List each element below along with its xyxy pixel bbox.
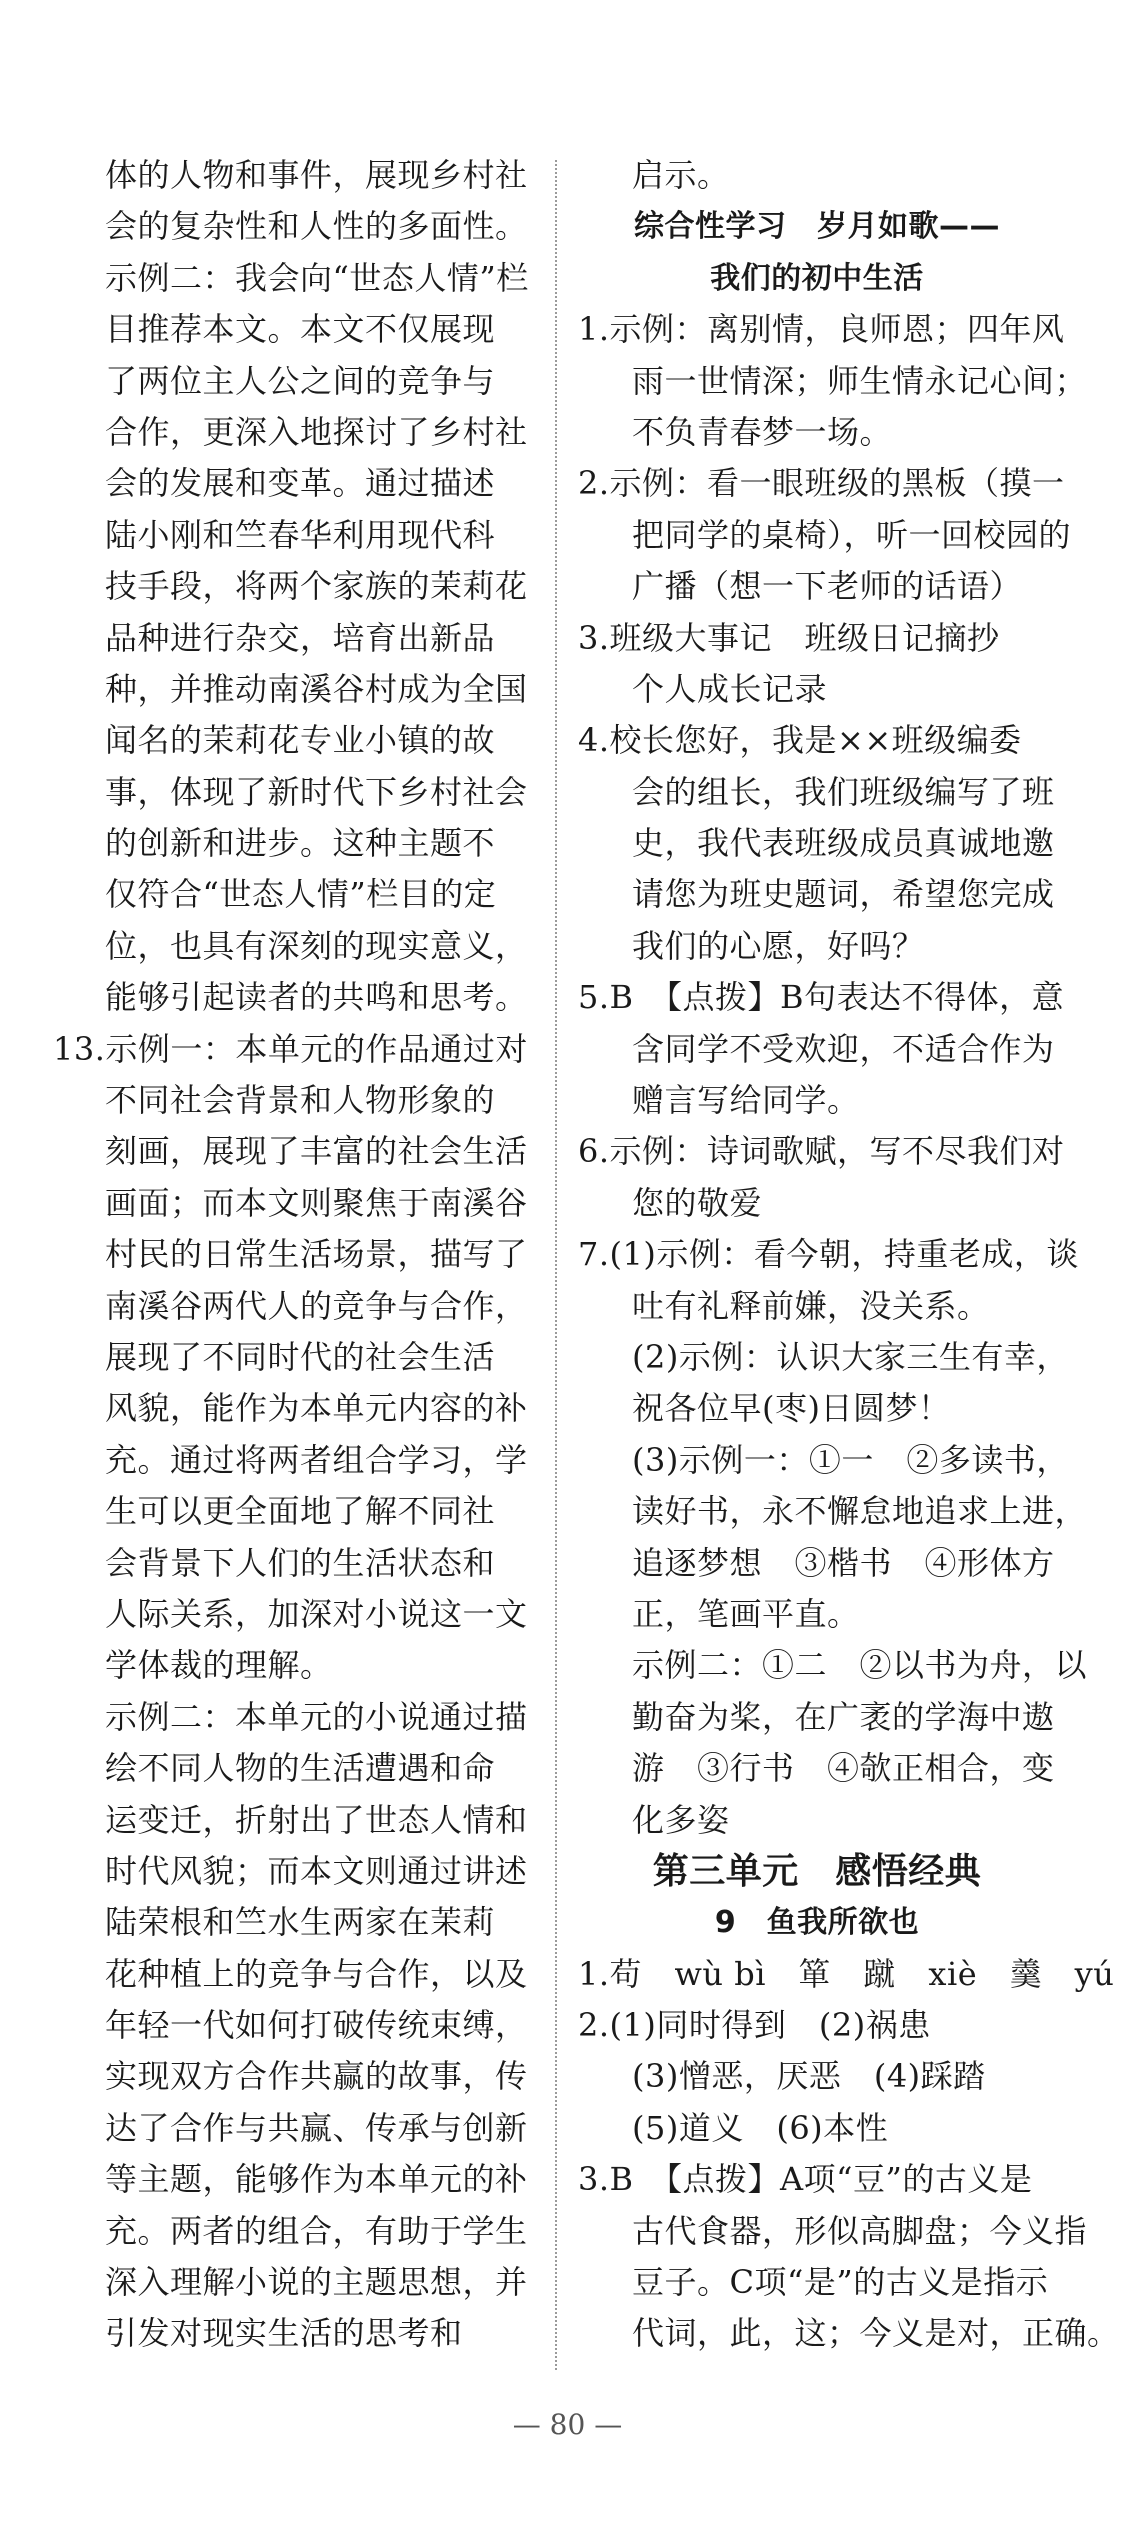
text-line: 史，我代表班级成员真诚地邀 bbox=[632, 824, 1055, 863]
text-line: 含同学不受欢迎，不适合作为 bbox=[632, 1029, 1055, 1068]
page-number: — 80 — bbox=[512, 2408, 623, 2441]
text-line: 示例二：①二 ②以书为舟，以 bbox=[632, 1646, 1088, 1685]
text-line: 正，笔画平直。 bbox=[632, 1594, 860, 1633]
text-line: 请您为班史题词，希望您完成 bbox=[632, 875, 1055, 914]
text-line: 古代食器，形似高脚盘；今义指 bbox=[632, 2211, 1088, 2250]
text-line: 启示。 bbox=[632, 156, 730, 194]
text-line: 实现双方合作共赢的故事，传 bbox=[105, 2057, 528, 2096]
text-line: 村民的日常生活场景，描写了 bbox=[105, 1235, 528, 1274]
text-line: 3.班级大事记 班级日记摘抄 bbox=[578, 618, 1000, 657]
text-line: 会的复杂性和人性的多面性。 bbox=[105, 207, 528, 246]
text-line: 陆小刚和竺春华利用现代科 bbox=[105, 515, 496, 554]
text-line: 刻画，展现了丰富的社会生活 bbox=[105, 1132, 528, 1171]
section-heading: 综合性学习 岁月如歌—— bbox=[634, 209, 1000, 245]
text-line: 的创新和进步。这种主题不 bbox=[105, 824, 496, 863]
text-line: 化多姿 bbox=[632, 1800, 730, 1839]
text-line: 广播（想一下老师的话语） bbox=[632, 567, 1023, 606]
text-line: 豆子。C项“是”的古义是指示 bbox=[632, 2263, 1049, 2302]
text-line: 读好书，永不懈怠地追求上进， bbox=[632, 1492, 1088, 1531]
text-line: 技手段，将两个家族的茉莉花 bbox=[105, 567, 528, 606]
text-line: 游 ③行书 ④欹正相合，变 bbox=[632, 1749, 1055, 1788]
text-line: 南溪谷两代人的竞争与合作， bbox=[105, 1286, 528, 1325]
text-line: 会背景下人们的生活状态和 bbox=[105, 1543, 496, 1582]
text-line: 代词，此，这；今义是对，正确。 bbox=[632, 2314, 1120, 2353]
text-line: 不负青春梦一场。 bbox=[632, 412, 893, 451]
lesson-heading: 9 鱼我所欲也 bbox=[714, 1905, 920, 1941]
text-line: 雨一世情深；师生情永记心间； bbox=[632, 361, 1088, 400]
text-line: 陆荣根和竺水生两家在茉莉 bbox=[105, 1903, 496, 1942]
text-line: 个人成长记录 bbox=[632, 669, 828, 708]
left-column bbox=[53, 150, 545, 2360]
text-line: 事，体现了新时代下乡村社会 bbox=[105, 772, 528, 811]
text-line: 赠言写给同学。 bbox=[632, 1081, 860, 1120]
text-line: (5)道义 (6)本性 bbox=[632, 2108, 889, 2147]
text-line: 勤奋为桨，在广袤的学海中遨 bbox=[632, 1697, 1055, 1736]
text-line: 体的人物和事件，展现乡村社 bbox=[105, 156, 528, 194]
text-line: (3)憎恶，厌恶 (4)踩踏 bbox=[632, 2057, 986, 2096]
text-line: 2.(1)同时得到 (2)祸患 bbox=[578, 2006, 931, 2045]
text-line: 了两位主人公之间的竞争与 bbox=[105, 361, 496, 400]
text-line: 会的组长，我们班级编写了班 bbox=[632, 772, 1055, 811]
text-line: 等主题，能够作为本单元的补 bbox=[105, 2160, 528, 2199]
text-line: 闻名的茉莉花专业小镇的故 bbox=[105, 721, 496, 760]
text-line: 您的敬爱 bbox=[632, 1183, 763, 1222]
text-line: 时代风貌；而本文则通过讲述 bbox=[105, 1851, 528, 1890]
text-line: 仅符合“世态人情”栏目的定 bbox=[105, 875, 497, 914]
text-line: 绘不同人物的生活遭遇和命 bbox=[105, 1749, 496, 1788]
text-line: 画面；而本文则聚焦于南溪谷 bbox=[105, 1183, 528, 1222]
section-heading: 我们的初中生活 bbox=[710, 260, 924, 296]
text-line: 运变迁，折射出了世态人情和 bbox=[105, 1800, 528, 1839]
text-line: 品种进行杂交，培育出新品 bbox=[105, 618, 496, 657]
text-line: 会的发展和变革。通过描述 bbox=[105, 464, 496, 503]
text-line: 追逐梦想 ③楷书 ④形体方 bbox=[632, 1543, 1055, 1582]
text-line: 位，也具有深刻的现实意义， bbox=[105, 926, 528, 965]
text-line: 6.示例：诗词歌赋，写不尽我们对 bbox=[578, 1132, 1065, 1171]
column-divider bbox=[555, 160, 557, 2370]
text-line: 3.B 【点拨】A项“豆”的古义是 bbox=[578, 2160, 1033, 2199]
text-line: 我们的心愿，好吗？ bbox=[632, 926, 925, 965]
text-line: 生可以更全面地了解不同社 bbox=[105, 1492, 496, 1531]
text-line: 人际关系，加深对小说这一文 bbox=[105, 1594, 528, 1633]
text-line: 学体裁的理解。 bbox=[105, 1646, 333, 1685]
text-line: (3)示例一：①一 ②多读书， bbox=[632, 1440, 1069, 1479]
question-13-start: 13.示例一：本单元的作品通过对 bbox=[53, 1029, 528, 1068]
text-line: 2.示例：看一眼班级的黑板（摸一 bbox=[578, 464, 1065, 503]
text-line: 种，并推动南溪谷村成为全国 bbox=[105, 669, 528, 708]
text-line: 吐有礼释前嫌，没关系。 bbox=[632, 1286, 990, 1325]
text-line: 示例二：我会向“世态人情”栏 bbox=[105, 258, 529, 297]
text-line: 能够引起读者的共鸣和思考。 bbox=[105, 978, 528, 1017]
text-line: 风貌，能作为本单元内容的补 bbox=[105, 1389, 528, 1428]
text-line: 1.苟 wù bì 箪 蹴 xiè 羹 yú bbox=[578, 1954, 1115, 1993]
text-line: 4.校长您好，我是××班级编委 bbox=[578, 721, 1022, 760]
text-line: 年轻一代如何打破传统束缚， bbox=[105, 2006, 528, 2045]
text-line: 7.(1)示例：看今朝，持重老成，谈 bbox=[578, 1235, 1079, 1274]
text-line: 达了合作与共赢、传承与创新 bbox=[105, 2108, 528, 2147]
text-line: 示例二：本单元的小说通过描 bbox=[105, 1697, 528, 1736]
text-line: 祝各位早(枣)日圆梦！ bbox=[632, 1389, 951, 1428]
text-line: 把同学的桌椅），听一回校园的 bbox=[632, 515, 1072, 554]
text-line: 1.示例：离别情，良师恩；四年风 bbox=[578, 310, 1065, 349]
text-line: 充。通过将两者组合学习，学 bbox=[105, 1440, 528, 1479]
text-line: 充。两者的组合，有助于学生 bbox=[105, 2211, 528, 2250]
text-line: 不同社会背景和人物形象的 bbox=[105, 1081, 496, 1120]
text-line: (2)示例：认识大家三生有幸， bbox=[632, 1337, 1069, 1376]
text-line: 目推荐本文。本文不仅展现 bbox=[105, 310, 496, 349]
right-column bbox=[578, 150, 1120, 2360]
text-line: 深入理解小说的主题思想，并 bbox=[105, 2263, 528, 2302]
text-line: 5.B 【点拨】B句表达不得体，意 bbox=[578, 978, 1065, 1017]
text-line: 展现了不同时代的社会生活 bbox=[105, 1337, 496, 1376]
text-line: 引发对现实生活的思考和 bbox=[105, 2314, 463, 2353]
text-line: 合作，更深入地探讨了乡村社 bbox=[105, 412, 528, 451]
text-line: 花种植上的竞争与合作，以及 bbox=[105, 1954, 528, 1993]
unit-heading: 第三单元 感悟经典 bbox=[652, 1850, 982, 1892]
